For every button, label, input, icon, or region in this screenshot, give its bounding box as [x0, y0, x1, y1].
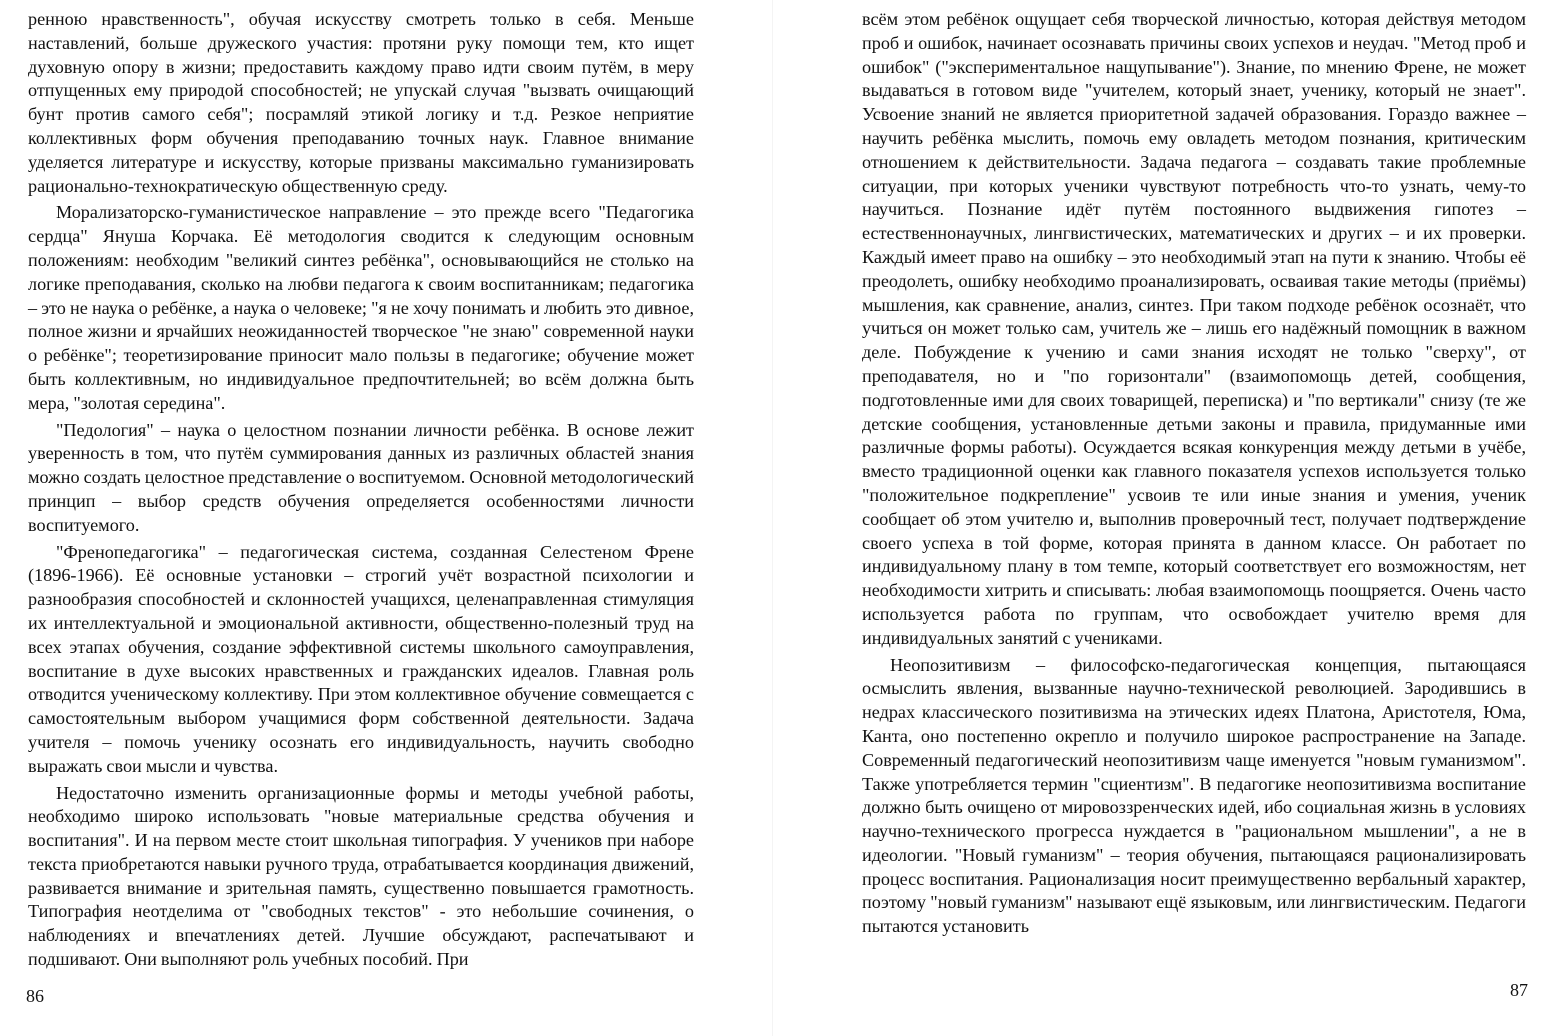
paragraph: всём этом ребёнок ощущает себя творческой личностью, которая действуя методом проб и ошибок, начинает осознавать причины своих успехов и неудач. "Метод проб и ошибок" ("экспериментальное нащупывание"). Знание, по мнению Френе, не может выдаваться в готовом виде "учителем, который знает, ученику, который не знает". Усвоение знаний не является приоритетной задачей образования. Гораздо важнее – научить ребёнка мыслить, помочь ему овладеть методом познания, критическим отношением к действительности. Задача педагога – создавать такие проблемные ситуации, при которых ученики чувствуют потребность что-то узнать, чему-то научиться. Познание идёт путём постоянного выдвижения гипотез – естественнонаучных, лингвистических, математических и других – и их проверки. Каждый имеет право на ошибку – это необходимый этап на пути к знанию. Чтобы её преодолеть, ошибку необходимо проанализировать, осваивая такие методы (приёмы) мышления, как сравнение, анализ, синтез. При таком подходе ребёнок осознаёт, что учиться он может только сам, учитель же – лишь его надёжный помощник в важном деле. Побуждение к учению и сами знания исходят не только "сверху", от преподавателя, но и "по горизонтали" (взаимопомощь детей, сообщения, подготовленные ими для своих товарищей, переписка) и "по вертикали" снизу (те же детские сообщения, установленные детьми законы и правила, придуманные ими различные формы работы). Осуждается всякая конкуренция между детьми в учёбе, вместо традиционной оценки как главного показателя успехов используется только "положительное подкрепление" усвоив те или иные знания и умения, ученик сообщает об этом учителю и, выполнив проверочный тест, получает подтверждение своего успеха в той форме, которая принята в данном классе. Он работает по индивидуальному плану в том темпе, который соответствует его возможностям, нет необходимости хитрить и списывать: любая взаимопомощь поощряется. Очень часто используется работа по группам, что освобождает учителю время для индивидуальных занятий с учениками. — [862, 9, 1526, 648]
right-page — [773, 0, 1546, 1036]
page-number-left: 86 — [26, 986, 44, 1006]
paragraph: "Френопедагогика" – педагогическая система, созданная Селестеном Френе (1896-1966). Её основные установки – строгий учёт возрастной психологии и разнообразия способностей и склонностей учащихся, целенаправленная стимуляция их интеллектуальной и эмоциональной активности, общественно-полезный труд на всех этапах обучения, создание эффективной системы школьного самоуправления, воспитание в духе высоких нравственных и гражданских идеалов. Главная роль отводится ученическому коллективу. При этом коллективное обучение совмещается с самостоятельным выбором учащимися форм собственной деятельности. Задача учителя – помочь ученику осознать его индивидуальность, научить свободно выражать свои мысли и чувства. — [28, 541, 694, 776]
page-number-right: 87 — [1510, 980, 1528, 1000]
right-page-text — [862, 8, 1526, 939]
paragraph: ренною нравственность", обучая искусству смотреть только в себя. Меньше наставлений, больше дружеского участия: протяни руку помощи тем, кто ищет духовную опору в жизни; предоставить каждому право идти своим путём, в меру отпущенных ему природой способностей; не упускай случая "вызвать очищающий бунт против самого себя"; посрамляй этикой логику и т.д. Резкое неприятие коллективных форм обучения преподаванию точных наук. Главное внимание уделяется литературе и искусству, которые призваны максимально гуманизировать рационально-технократическую общественную среду. — [28, 9, 694, 196]
left-page-text — [28, 8, 694, 972]
paragraph: Недостаточно изменить организационные формы и методы учебной работы, необходимо широко использовать "новые материальные средства обучения и воспитания". И на первом месте стоит школьная типография. У учеников при наборе текста приобретаются навыки ручного труда, отрабатывается координация движений, развивается внимание и зрительная память, существенно повышается грамотность. Типография неотделима от "свободных текстов" - это небольшие сочинения, о наблюдениях и впечатлениях детей. Лучшие обсуждают, распечатывают и подшивают. Они выполняют роль учебных пособий. При — [28, 782, 694, 970]
paragraph: Морализаторско-гуманистическое направление – это прежде всего "Педагогика сердца" Януша Корчака. Её методология сводится к следующим основным положениям: необходим "великий синтез ребёнка", основывающийся не столько на логике преподавания, сколько на любви педагога к своим воспитанникам; педагогика – это не наука о ребёнке, а наука о человеке; "я не хочу понимать и любить это дивное, полное жизни и ярчайших неожиданностей творческое "не знаю" современной науки о ребёнке"; теоретизирование приносит мало пользы в педагогике; обучение может быть коллективным, но индивидуальное предпочтительней; во всём должна быть мера, "золотая середина". — [28, 202, 694, 413]
paragraph: Неопозитивизм – философско-педагогическая концепция, пытающаяся осмыслить явления, вызванные научно-технической революцией. Зародившись в недрах классического позитивизма на этических идеях Платона, Аристотеля, Юма, Канта, оно постепенно окрепло и получило широкое распространение на Западе. Современный педагогический неопозитивизм чаще именуется "новым гуманизмом". Также употребляется термин "сциентизм". В педагогике неопозитивизма воспитание должно быть очищено от мировоззренческих идей, ибо социальная жизнь в условиях научно-технического прогресса нуждается в "рациональном мышлении", а не в идеологии. "Новый гуманизм" – теория обучения, пытающаяся рационализировать процесс воспитания. Рационализация носит преимущественно вербальный характер, поэтому "новый гуманизм" называют ещё языковым, или лингвистическим. Педагоги пытаются установить — [862, 654, 1526, 937]
paragraph: "Педология" – наука о целостном познании личности ребёнка. В основе лежит уверенность в том, что путём суммирования данных из различных областей знания можно создать целостное представление о воспитуемом. Основной методологический принцип – выбор средств обучения определяется особенностями личности воспитуемого. — [28, 419, 694, 535]
